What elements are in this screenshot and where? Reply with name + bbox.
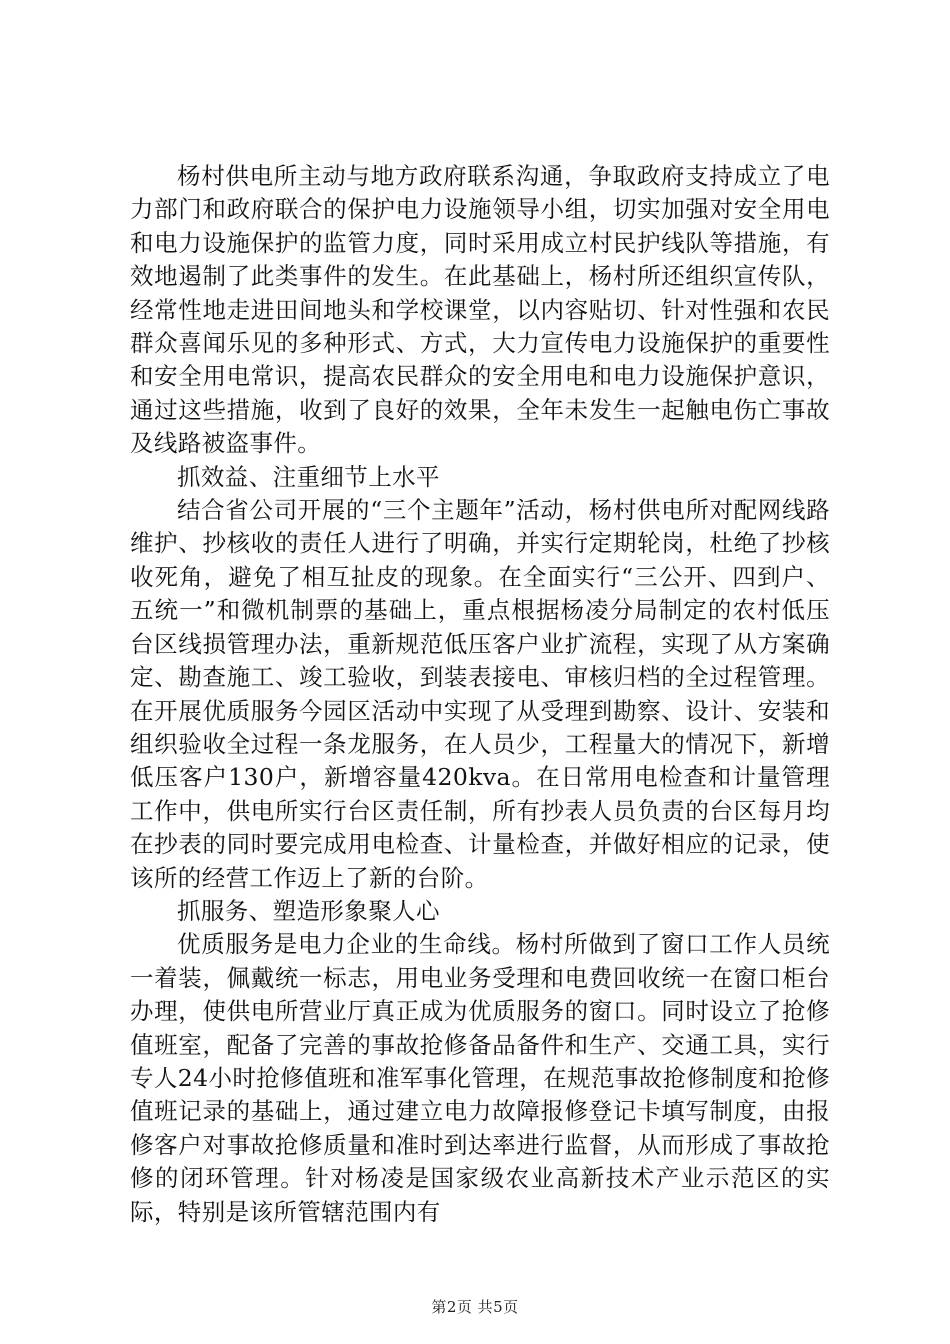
section-heading-service: 抓服务、塑造形象聚人心: [177, 896, 440, 925]
section-heading-efficiency: 抓效益、注重细节上水平: [177, 462, 440, 491]
document-body: [130, 160, 830, 1229]
body-paragraph-2: 结合省公司开展的“三个主题年”活动，杨村供电所对配网线路维护、抄核收的责任人进行了明确，并实行定期轮岗，杜绝了抄核收死角，避免了相互扯皮的现象。在全面实行“三公开、四到户、五统一”和微机制票的基础上，重点根据杨凌分局制定的农村低压台区线损管理办法，重新规范低压客户业扩流程，实现了从方案确定、勘查施工、竣工验收，到装表接电、审核归档的全过程管理。在开展优质服务今园区活动中实现了从受理到勘察、设计、安装和组织验收全过程一条龙服务，在人员少，工程量大的情况下，新增低压客户130户，新增容量420kva。在日常用电检查和计量管理工作中，供电所实行台区责任制，所有抄表人员负责的台区每月均在抄表的同时要完成用电检查、计量检查，并做好相应的记录，使该所的经营工作迈上了新的台阶。: [130, 496, 830, 892]
page-footer: 第2页 共5页: [431, 1298, 519, 1316]
body-paragraph-3: 优质服务是电力企业的生命线。杨村所做到了窗口工作人员统一着装，佩戴统一标志，用电业务受理和电费回收统一在窗口柜台办理，使供电所营业厅真正成为优质服务的窗口。同时设立了抢修值班室，配备了完善的事故抢修备品备件和生产、交通工具，实行专人24小时抢修值班和准军事化管理，在规范事故抢修制度和抢修值班记录的基础上，通过建立电力故障报修登记卡填写制度，由报修客户对事故抢修质量和准时到达率进行监督，从而形成了事故抢修的闭环管理。针对杨凌是国家级农业高新技术产业示范区的实际，特别是该所管辖范围内有: [130, 930, 830, 1226]
body-paragraph-1: 杨村供电所主动与地方政府联系沟通，争取政府支持成立了电力部门和政府联合的保护电力设施领导小组，切实加强对安全用电和电力设施保护的监管力度，同时采用成立村民护线队等措施，有效地遏制了此类事件的发生。在此基础上，杨村所还组织宣传队，经常性地走进田间地头和学校课堂，以内容贴切、针对性强和农民群众喜闻乐见的多种形式、方式，大力宣传电力设施保护的重要性和安全用电常识，提高农民群众的安全用电和电力设施保护意识，通过这些措施，收到了良好的效果，全年未发生一起触电伤亡事故及线路被盗事件。: [130, 162, 830, 458]
